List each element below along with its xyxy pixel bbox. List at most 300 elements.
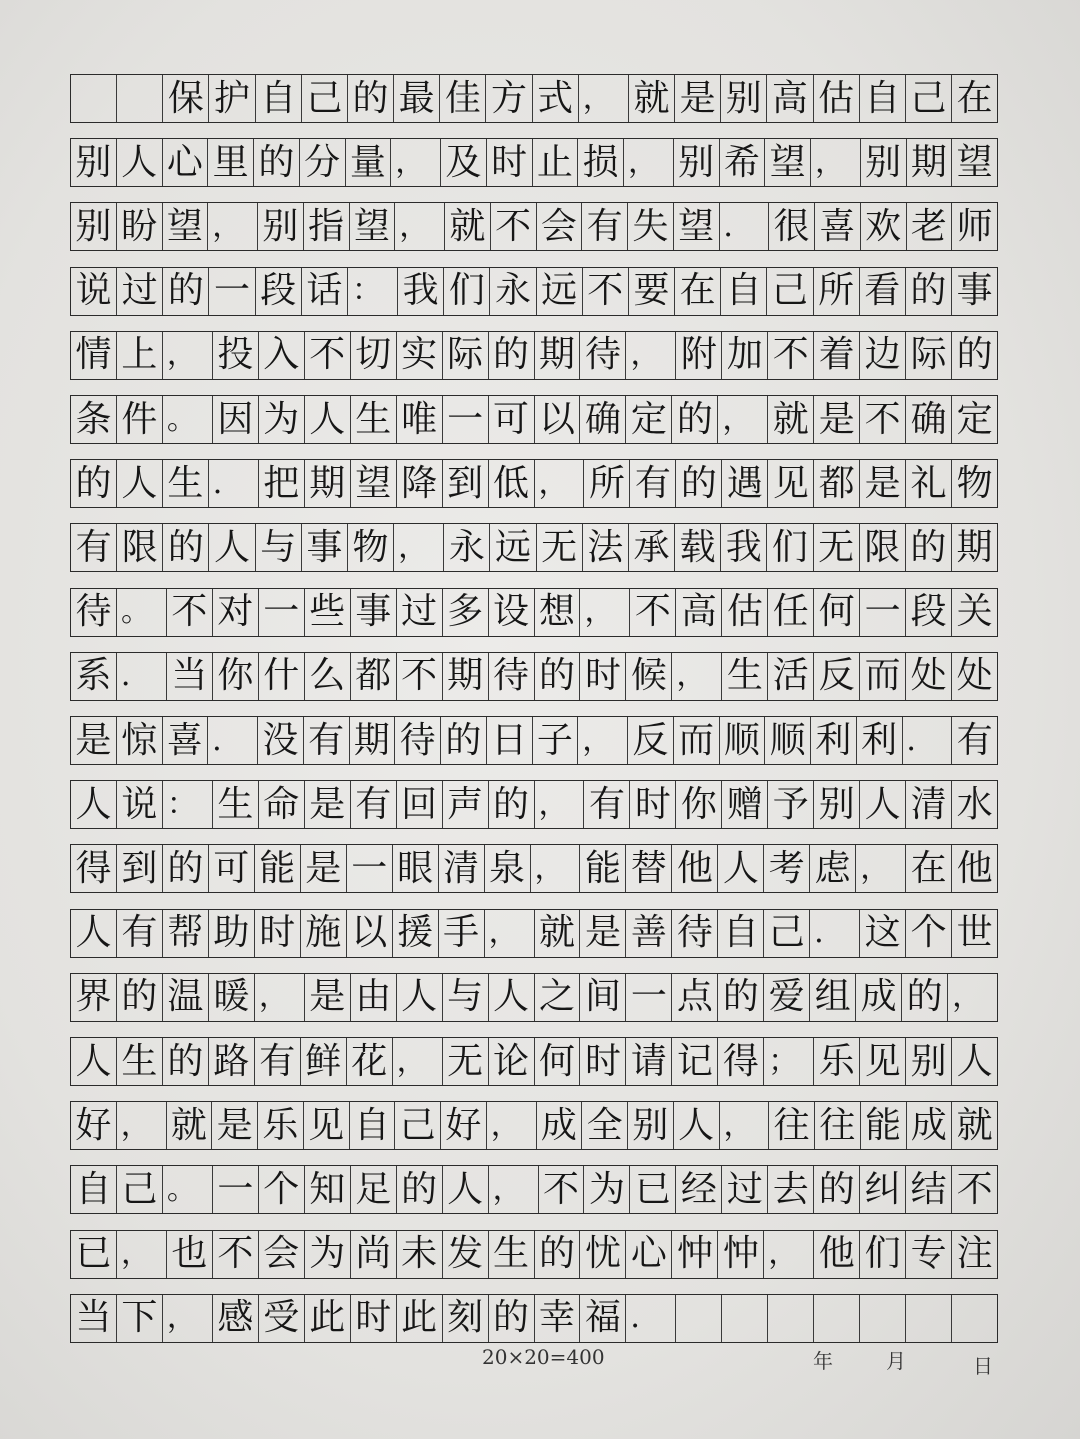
grid-cell (305, 974, 351, 1021)
grid-cell (718, 974, 764, 1021)
grid-cell (71, 268, 117, 315)
grid-cell (443, 396, 489, 443)
handwritten-char: 己 (121, 1168, 158, 1210)
grid-row (70, 331, 998, 380)
handwritten-char: 人 (121, 462, 158, 504)
handwritten-char: 人 (75, 912, 112, 954)
grid-cell (439, 845, 485, 892)
grid-cell (672, 1231, 718, 1278)
handwritten-char: 己 (399, 1104, 436, 1146)
handwritten-char: 日 (491, 719, 528, 761)
handwritten-char: 期 (309, 462, 346, 504)
handwritten-char: 看 (864, 270, 901, 312)
grid-cell (580, 396, 626, 443)
handwritten-char: 处 (956, 655, 993, 697)
handwritten-char: 想 (539, 591, 576, 633)
handwritten-char: 待 (399, 719, 436, 761)
grid-row (70, 652, 998, 701)
handwritten-char: ， (538, 786, 569, 822)
handwritten-char: 望 (678, 205, 715, 247)
grid-cell (259, 1166, 305, 1213)
handwritten-char: 不 (587, 270, 624, 312)
handwritten-char: 一 (864, 591, 901, 633)
handwritten-char: 因 (217, 398, 254, 440)
handwritten-char: 一 (263, 591, 300, 633)
grid-cell (675, 268, 721, 315)
grid-cell (444, 268, 490, 315)
handwritten-char: 成 (540, 1104, 577, 1146)
handwritten-char: 顺 (769, 719, 806, 761)
grid-cell (209, 524, 255, 571)
grid-cell (907, 1102, 953, 1149)
handwritten-char: 喜 (819, 205, 856, 247)
handwritten-char: ： (351, 273, 382, 309)
grid-cell (721, 75, 767, 122)
grid-cell (814, 460, 860, 507)
handwritten-char: 见 (308, 1104, 345, 1146)
grid-cell (117, 1102, 167, 1149)
handwritten-char: 失 (632, 205, 669, 247)
grid-cell (397, 781, 443, 828)
grid-cell (490, 268, 536, 315)
handwritten-char: ， (628, 144, 658, 180)
grid-cell (769, 1102, 815, 1149)
grid-cell (531, 845, 581, 892)
handwritten-char: 盼 (121, 205, 158, 247)
handwritten-char: 他 (956, 847, 993, 889)
year-label: 年 (813, 1349, 833, 1373)
grid-cell (301, 845, 347, 892)
handwritten-char: 时 (584, 655, 621, 697)
grid-cell (212, 1102, 258, 1149)
handwritten-char: 的 (910, 270, 947, 312)
handwritten-char: 说 (75, 270, 112, 312)
grid-cell (117, 524, 163, 571)
handwritten-char: 物 (352, 526, 389, 568)
grid-cell (630, 1166, 676, 1213)
handwritten-char: 待 (493, 655, 530, 697)
grid-cell (302, 268, 348, 315)
handwritten-char: 的 (121, 976, 158, 1018)
grid-cell (259, 396, 305, 443)
grid-cell (674, 717, 720, 764)
handwritten-char: 心 (166, 141, 203, 183)
handwritten-char: 自 (722, 912, 759, 954)
grid-cell (815, 203, 861, 250)
handwritten-char: 期 (447, 655, 484, 697)
handwritten-char: 确 (584, 398, 621, 440)
grid-cell (672, 845, 718, 892)
handwritten-char: ： (166, 786, 197, 822)
handwritten-char: 而 (864, 655, 901, 697)
grid-cell (489, 460, 535, 507)
handwritten-char: ， (399, 208, 430, 244)
grid-cell (351, 1231, 397, 1278)
grid-cell (952, 910, 997, 957)
handwritten-char: 他 (676, 847, 713, 889)
handwritten-char: ． (906, 722, 937, 758)
grid-cell (163, 845, 209, 892)
handwritten-char: 护 (214, 77, 251, 119)
grid-row (70, 780, 998, 829)
handwritten-char: 限 (864, 526, 901, 568)
grid-cell (856, 974, 902, 1021)
handwritten-char: 都 (818, 462, 855, 504)
handwritten-char: ． (723, 208, 754, 244)
grid-cell (71, 1166, 117, 1213)
handwritten-char: 有 (588, 783, 625, 825)
handwritten-char: 自 (75, 1168, 112, 1210)
grid-cell (397, 332, 443, 379)
grid-cell (860, 1231, 906, 1278)
grid-cell (71, 203, 117, 250)
grid-cell (906, 589, 952, 636)
handwritten-char: 上 (121, 334, 158, 376)
grid-cell (71, 1038, 117, 1085)
grid-cell (167, 1231, 213, 1278)
grid-cell (208, 717, 258, 764)
handwritten-char: 损 (582, 141, 619, 183)
grid-cell (906, 1038, 952, 1085)
handwritten-char: 望 (353, 205, 390, 247)
grid-cell (906, 1166, 952, 1213)
handwritten-char: 为 (263, 398, 300, 440)
grid-cell (624, 139, 674, 186)
grid-cell (163, 910, 209, 957)
grid-cell (533, 717, 579, 764)
grid-cell (213, 589, 259, 636)
handwritten-char: 施 (305, 912, 342, 954)
grid-cell (676, 781, 722, 828)
handwritten-char: 估 (818, 77, 855, 119)
handwritten-char: 己 (768, 912, 805, 954)
handwritten-char: 清 (443, 847, 480, 889)
handwritten-char: 虑 (814, 847, 851, 889)
handwritten-char: 不 (401, 655, 438, 697)
writing-grid (70, 74, 998, 1361)
grid-cell (903, 717, 953, 764)
handwritten-char: 成 (860, 976, 897, 1018)
handwritten-char: 有 (308, 719, 345, 761)
handwritten-char: 话 (306, 270, 343, 312)
handwritten-char: 都 (355, 655, 392, 697)
handwritten-char: ， (860, 850, 891, 886)
handwritten-char: 你 (680, 783, 717, 825)
handwritten-char: 是 (75, 719, 112, 761)
handwritten-char: 个 (263, 1168, 300, 1210)
handwritten-char: 的 (910, 526, 947, 568)
handwritten-char: 得 (722, 1040, 759, 1082)
handwritten-char: ， (722, 401, 753, 437)
grid-cell (906, 524, 952, 571)
grid-cell (861, 139, 907, 186)
grid-cell (768, 781, 814, 828)
grid-row (70, 459, 998, 508)
grid-cell (350, 717, 396, 764)
handwritten-char: 人 (493, 976, 530, 1018)
grid-cell (580, 1295, 626, 1342)
grid-cell (443, 589, 489, 636)
grid-cell (722, 589, 768, 636)
grid-cell (952, 524, 997, 571)
grid-cell (167, 653, 213, 700)
handwritten-char: 自 (864, 77, 901, 119)
handwritten-char: 就 (170, 1104, 207, 1146)
grid-cell (948, 974, 997, 1021)
grid-cell (768, 460, 814, 507)
handwritten-char: 手 (443, 912, 480, 954)
grid-cell (443, 1231, 489, 1278)
grid-cell (117, 653, 167, 700)
grid-cell (117, 1038, 163, 1085)
handwritten-char: 所 (818, 270, 855, 312)
handwritten-char: 不 (956, 1168, 993, 1210)
grid-cell (398, 268, 444, 315)
handwritten-char: 己 (306, 77, 343, 119)
handwritten-char: ， (212, 208, 243, 244)
grid-cell (489, 589, 535, 636)
handwritten-char: 们 (448, 270, 485, 312)
handwritten-char: ， (488, 915, 519, 951)
grid-cell (443, 1038, 489, 1085)
grid-cell (674, 1102, 720, 1149)
grid-cell (626, 1038, 672, 1085)
grid-cell (535, 589, 581, 636)
grid-cell (393, 910, 439, 957)
handwritten-char: 是 (305, 847, 342, 889)
handwritten-char: ， (582, 722, 613, 758)
handwritten-char: 未 (401, 1233, 438, 1275)
handwritten-char: 无 (818, 526, 855, 568)
handwritten-char: ， (538, 465, 569, 501)
handwritten-char: 忧 (584, 1233, 621, 1275)
grid-cell (489, 396, 535, 443)
grid-cell (952, 268, 997, 315)
handwritten-char: ． (814, 915, 845, 951)
grid-cell (674, 139, 720, 186)
grid-cell (397, 974, 443, 1021)
grid-cell (765, 139, 811, 186)
handwritten-char: 是 (818, 398, 855, 440)
handwritten-char: 声 (447, 783, 484, 825)
handwritten-char: ， (398, 529, 429, 565)
handwritten-char: 自 (353, 1104, 390, 1146)
grid-cell (258, 1102, 304, 1149)
grid-cell (489, 1166, 539, 1213)
grid-cell (394, 524, 444, 571)
grid-cell (209, 1038, 255, 1085)
handwritten-char: 过 (121, 270, 158, 312)
grid-cell (305, 653, 351, 700)
grid-cell (676, 1295, 722, 1342)
grid-cell (443, 332, 489, 379)
grid-cell (259, 332, 305, 379)
grid-cell (71, 1102, 117, 1149)
grid-cell (952, 139, 997, 186)
handwritten-char: 活 (772, 655, 809, 697)
grid-cell (676, 332, 722, 379)
handwritten-char: 期 (910, 141, 947, 183)
handwritten-char: 是 (679, 77, 716, 119)
grid-cell (259, 1295, 305, 1342)
grid-cell (906, 1295, 952, 1342)
grid-cell (535, 781, 585, 828)
grid-cell (630, 781, 676, 828)
handwritten-char: 人 (401, 976, 438, 1018)
handwritten-char: 何 (818, 591, 855, 633)
grid-cell (305, 781, 351, 828)
grid-cell (489, 653, 535, 700)
grid-cell (489, 1295, 535, 1342)
grid-cell (906, 332, 952, 379)
grid-cell (952, 781, 997, 828)
grid-cell (302, 75, 348, 122)
handwritten-char: 的 (167, 847, 204, 889)
grid-cell (117, 139, 163, 186)
grid-cell (445, 203, 491, 250)
handwritten-char: 加 (726, 334, 763, 376)
handwritten-char: 此 (309, 1297, 346, 1339)
grid-cell (952, 1038, 997, 1085)
grid-cell (395, 203, 445, 250)
handwritten-char: 永 (494, 270, 531, 312)
handwritten-char: 待 (584, 334, 621, 376)
grid-cell (856, 845, 906, 892)
handwritten-char: 论 (493, 1040, 530, 1082)
grid-cell (860, 653, 906, 700)
grid-row (70, 523, 998, 572)
grid-cell (906, 910, 952, 957)
handwritten-char: 切 (355, 334, 392, 376)
grid-cell (630, 460, 676, 507)
grid-cell (906, 75, 952, 122)
grid-cell (117, 910, 163, 957)
handwritten-char: 的 (539, 655, 576, 697)
grid-cell (209, 974, 255, 1021)
handwritten-char: 的 (445, 719, 482, 761)
handwritten-char: 专 (910, 1233, 947, 1275)
grid-cell (351, 396, 397, 443)
grid-cell (117, 1231, 167, 1278)
grid-cell (167, 1102, 213, 1149)
grid-cell (952, 1295, 997, 1342)
handwritten-char: 就 (539, 912, 576, 954)
grid-cell (860, 75, 906, 122)
handwritten-char: 爱 (768, 976, 805, 1018)
handwritten-char: ， (490, 1107, 521, 1143)
handwritten-char: ， (395, 144, 426, 180)
grid-cell (537, 268, 583, 315)
handwritten-char: 处 (910, 655, 947, 697)
handwritten-char: 不 (217, 1233, 254, 1275)
handwritten-char: 能 (865, 1104, 902, 1146)
grid-cell (811, 717, 857, 764)
handwritten-char: 量 (349, 141, 386, 183)
grid-cell (578, 717, 628, 764)
grid-cell (768, 332, 814, 379)
handwritten-char: 心 (630, 1233, 667, 1275)
handwritten-char: 考 (768, 847, 805, 889)
handwritten-char: 确 (910, 398, 947, 440)
handwritten-char: 情 (75, 334, 112, 376)
grid-cell (764, 974, 810, 1021)
handwritten-char: 远 (541, 270, 578, 312)
handwritten-char: 已 (75, 1233, 112, 1275)
grid-cell (255, 974, 305, 1021)
grid-cell (814, 524, 860, 571)
handwritten-char: 是 (864, 462, 901, 504)
grid-cell (539, 1166, 585, 1213)
handwritten-char: 欢 (865, 205, 902, 247)
handwritten-char: 利 (815, 719, 852, 761)
grid-cell (491, 203, 537, 250)
grid-cell (444, 524, 490, 571)
handwritten-char: 结 (910, 1168, 947, 1210)
handwritten-char: 经 (680, 1168, 717, 1210)
handwritten-char: 远 (494, 526, 531, 568)
grid-cell (629, 268, 675, 315)
grid-cell (768, 1166, 814, 1213)
handwritten-char: 。 (120, 594, 151, 630)
handwritten-char: ， (166, 337, 197, 373)
grid-cell (71, 75, 117, 122)
handwritten-char: 己 (771, 270, 808, 312)
handwritten-char: 的 (493, 783, 530, 825)
handwritten-char: 我 (402, 270, 439, 312)
grid-spec-label: 20×20=400 (482, 1345, 605, 1369)
grid-cell (163, 460, 209, 507)
handwritten-char: 全 (586, 1104, 623, 1146)
grid-cell (626, 653, 672, 700)
grid-row (70, 844, 998, 893)
grid-cell (674, 203, 720, 250)
handwritten-char: 此 (401, 1297, 438, 1339)
handwritten-char: 能 (584, 847, 621, 889)
grid-cell (117, 589, 167, 636)
handwritten-char: 得 (75, 847, 112, 889)
grid-cell (906, 396, 952, 443)
handwritten-char: 的 (680, 462, 717, 504)
grid-cell (676, 589, 722, 636)
grid-cell (259, 589, 305, 636)
handwritten-char: 帮 (167, 912, 204, 954)
handwritten-char: 望 (166, 205, 203, 247)
handwritten-char: 个 (910, 912, 947, 954)
handwritten-char: 生 (355, 398, 392, 440)
handwritten-char: 有 (634, 462, 671, 504)
handwritten-char: 止 (536, 141, 573, 183)
handwritten-char: 你 (217, 655, 254, 697)
handwritten-char: ， (815, 144, 845, 180)
handwritten-char: 感 (217, 1297, 254, 1339)
grid-row (70, 395, 998, 444)
grid-cell (163, 974, 209, 1021)
handwritten-char: 自 (725, 270, 762, 312)
grid-cell (907, 139, 953, 186)
handwritten-char: 可 (213, 847, 250, 889)
grid-cell (626, 845, 672, 892)
handwritten-char: ， (120, 1236, 151, 1272)
handwritten-char: 别 (75, 141, 112, 183)
handwritten-char: 生 (217, 783, 254, 825)
handwritten-char: 会 (263, 1233, 300, 1275)
grid-cell (489, 332, 535, 379)
handwritten-char: 世 (956, 912, 993, 954)
handwritten-char: 们 (864, 1233, 901, 1275)
grid-cell (860, 1166, 906, 1213)
grid-cell (814, 396, 860, 443)
handwritten-char: 有 (259, 1040, 296, 1082)
